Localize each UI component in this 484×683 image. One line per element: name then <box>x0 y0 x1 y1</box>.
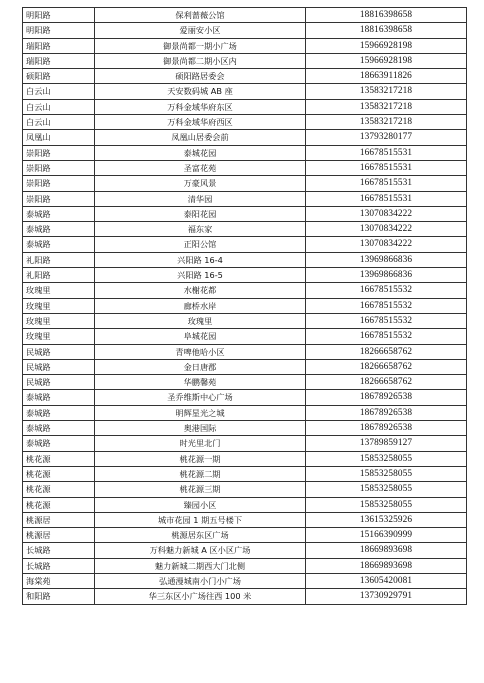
road-cell: 民城路 <box>23 344 95 359</box>
road-cell: 白云山 <box>23 84 95 99</box>
place-cell: 兴阳路 16-5 <box>95 268 306 283</box>
road-cell: 礼阳路 <box>23 268 95 283</box>
road-cell: 民城路 <box>23 375 95 390</box>
phone-cell: 13615325926 <box>306 512 467 527</box>
phone-cell: 18266658762 <box>306 359 467 374</box>
road-cell: 桃花源 <box>23 466 95 481</box>
table-row <box>23 176 467 191</box>
table-row <box>23 160 467 175</box>
table-row <box>23 573 467 588</box>
road-cell: 桃源居 <box>23 512 95 527</box>
road-cell: 瑞阳路 <box>23 38 95 53</box>
place-cell: 御景尚都一期小广场 <box>95 38 306 53</box>
table-row <box>23 375 467 390</box>
place-cell: 桃花源三期 <box>95 482 306 497</box>
place-cell: 万科魅力新城 A 区小区广场 <box>95 543 306 558</box>
road-cell: 玫瑰里 <box>23 298 95 313</box>
place-cell: 明辉星光之城 <box>95 405 306 420</box>
phone-cell: 13583217218 <box>306 115 467 130</box>
road-cell: 民城路 <box>23 359 95 374</box>
table-row <box>23 145 467 160</box>
place-cell: 华三东区小广场往西 100 米 <box>95 589 306 604</box>
phone-cell: 16678515531 <box>306 176 467 191</box>
phone-cell: 15966928198 <box>306 53 467 68</box>
table-row <box>23 543 467 558</box>
place-cell: 桃源居东区广场 <box>95 528 306 543</box>
table-row <box>23 313 467 328</box>
road-cell: 泰城路 <box>23 436 95 451</box>
place-cell: 御景尚都二期小区内 <box>95 53 306 68</box>
road-cell: 玫瑰里 <box>23 283 95 298</box>
phone-cell: 13789859127 <box>306 436 467 451</box>
place-cell: 圣乔维斯中心广场 <box>95 390 306 405</box>
phone-cell: 13605420081 <box>306 573 467 588</box>
phone-cell: 16678515531 <box>306 191 467 206</box>
table-row <box>23 99 467 114</box>
place-cell: 青啤他哈小区 <box>95 344 306 359</box>
table-row <box>23 206 467 221</box>
table-row <box>23 115 467 130</box>
road-cell: 长城路 <box>23 543 95 558</box>
road-cell: 桃花源 <box>23 482 95 497</box>
place-cell: 城市花园 1 期五号楼下 <box>95 512 306 527</box>
place-cell: 泰阳花园 <box>95 206 306 221</box>
road-cell: 泰城路 <box>23 421 95 436</box>
road-cell: 桃花源 <box>23 497 95 512</box>
place-cell: 硕阳路居委会 <box>95 69 306 84</box>
road-cell: 明阳路 <box>23 8 95 23</box>
place-cell: 泰城花园 <box>95 145 306 160</box>
table-row <box>23 436 467 451</box>
place-cell: 阜城花园 <box>95 329 306 344</box>
table-row <box>23 359 467 374</box>
phone-cell: 18669893698 <box>306 543 467 558</box>
table-row <box>23 497 467 512</box>
phone-cell: 13969866836 <box>306 268 467 283</box>
place-cell: 天安数码城 AB 座 <box>95 84 306 99</box>
table-row <box>23 53 467 68</box>
road-cell: 玫瑰里 <box>23 329 95 344</box>
phone-cell: 18678926538 <box>306 405 467 420</box>
phone-cell: 13583217218 <box>306 84 467 99</box>
phone-cell: 18663911826 <box>306 69 467 84</box>
phone-cell: 16678515531 <box>306 145 467 160</box>
road-cell: 凤凰山 <box>23 130 95 145</box>
place-cell: 玫瑰里 <box>95 313 306 328</box>
phone-cell: 18266658762 <box>306 375 467 390</box>
contact-sheet <box>22 7 466 605</box>
place-cell: 清华园 <box>95 191 306 206</box>
phone-cell: 18816398658 <box>306 23 467 38</box>
phone-cell: 16678515532 <box>306 283 467 298</box>
place-cell: 廊桥水岸 <box>95 298 306 313</box>
place-cell: 保利蔷薇公馆 <box>95 8 306 23</box>
road-cell: 泰城路 <box>23 206 95 221</box>
table-row <box>23 405 467 420</box>
road-cell: 桃源居 <box>23 528 95 543</box>
table-row <box>23 329 467 344</box>
road-cell: 崇阳路 <box>23 191 95 206</box>
phone-cell: 13070834222 <box>306 206 467 221</box>
table-row <box>23 283 467 298</box>
road-cell: 泰城路 <box>23 222 95 237</box>
road-cell: 海棠苑 <box>23 573 95 588</box>
phone-cell: 15853258055 <box>306 482 467 497</box>
place-cell: 万豪风景 <box>95 176 306 191</box>
table-row <box>23 23 467 38</box>
table-row <box>23 222 467 237</box>
table-row <box>23 298 467 313</box>
place-cell: 福东家 <box>95 222 306 237</box>
phone-cell: 13583217218 <box>306 99 467 114</box>
table-row <box>23 528 467 543</box>
table-row <box>23 466 467 481</box>
phone-cell: 16678515531 <box>306 160 467 175</box>
table-row <box>23 191 467 206</box>
place-cell: 魅力新城二期西大门北侧 <box>95 558 306 573</box>
place-cell: 万科金域华府东区 <box>95 99 306 114</box>
table-row <box>23 589 467 604</box>
phone-cell: 16678515532 <box>306 313 467 328</box>
table-row <box>23 344 467 359</box>
phone-cell: 15166390999 <box>306 528 467 543</box>
phone-cell: 15966928198 <box>306 38 467 53</box>
place-cell: 水榭花都 <box>95 283 306 298</box>
road-cell: 白云山 <box>23 115 95 130</box>
road-cell: 礼阳路 <box>23 252 95 267</box>
table-row <box>23 482 467 497</box>
road-cell: 崇阳路 <box>23 176 95 191</box>
road-cell: 明阳路 <box>23 23 95 38</box>
place-cell: 华鹏馨苑 <box>95 375 306 390</box>
phone-cell: 18266658762 <box>306 344 467 359</box>
place-cell: 圣富花苑 <box>95 160 306 175</box>
place-cell: 臻园小区 <box>95 497 306 512</box>
road-cell: 长城路 <box>23 558 95 573</box>
place-cell: 凤凰山居委会前 <box>95 130 306 145</box>
table-row <box>23 69 467 84</box>
phone-cell: 18816398658 <box>306 8 467 23</box>
table-row <box>23 130 467 145</box>
table-row <box>23 268 467 283</box>
table-row <box>23 390 467 405</box>
road-cell: 崇阳路 <box>23 145 95 160</box>
road-cell: 泰城路 <box>23 390 95 405</box>
phone-cell: 15853258055 <box>306 466 467 481</box>
phone-cell: 13730929791 <box>306 589 467 604</box>
phone-cell: 16678515532 <box>306 298 467 313</box>
phone-cell: 15853258055 <box>306 451 467 466</box>
phone-cell: 13793280177 <box>306 130 467 145</box>
road-cell: 崇阳路 <box>23 160 95 175</box>
place-cell: 时光里北门 <box>95 436 306 451</box>
contact-table-body <box>23 8 467 605</box>
table-row <box>23 451 467 466</box>
place-cell: 兴阳路 16-4 <box>95 252 306 267</box>
road-cell: 硕阳路 <box>23 69 95 84</box>
phone-cell: 13070834222 <box>306 222 467 237</box>
table-row <box>23 512 467 527</box>
place-cell: 爱丽安小区 <box>95 23 306 38</box>
road-cell: 泰城路 <box>23 405 95 420</box>
phone-cell: 18678926538 <box>306 421 467 436</box>
phone-cell: 18669893698 <box>306 558 467 573</box>
place-cell: 桃花源一期 <box>95 451 306 466</box>
table-row <box>23 558 467 573</box>
place-cell: 弘通漫城南小门小广场 <box>95 573 306 588</box>
table-row <box>23 38 467 53</box>
place-cell: 奥港国际 <box>95 421 306 436</box>
table-row <box>23 421 467 436</box>
phone-cell: 13070834222 <box>306 237 467 252</box>
table-row <box>23 84 467 99</box>
table-row <box>23 252 467 267</box>
road-cell: 和阳路 <box>23 589 95 604</box>
place-cell: 正阳公馆 <box>95 237 306 252</box>
phone-cell: 13969866836 <box>306 252 467 267</box>
phone-cell: 18678926538 <box>306 390 467 405</box>
place-cell: 金日唐郡 <box>95 359 306 374</box>
phone-cell: 16678515532 <box>306 329 467 344</box>
road-cell: 瑞阳路 <box>23 53 95 68</box>
table-row <box>23 8 467 23</box>
table-row <box>23 237 467 252</box>
road-cell: 桃花源 <box>23 451 95 466</box>
place-cell: 桃花源二期 <box>95 466 306 481</box>
road-cell: 泰城路 <box>23 237 95 252</box>
place-cell: 万科金域华府西区 <box>95 115 306 130</box>
road-cell: 玫瑰里 <box>23 313 95 328</box>
road-cell: 白云山 <box>23 99 95 114</box>
contact-table <box>22 7 467 605</box>
phone-cell: 15853258055 <box>306 497 467 512</box>
